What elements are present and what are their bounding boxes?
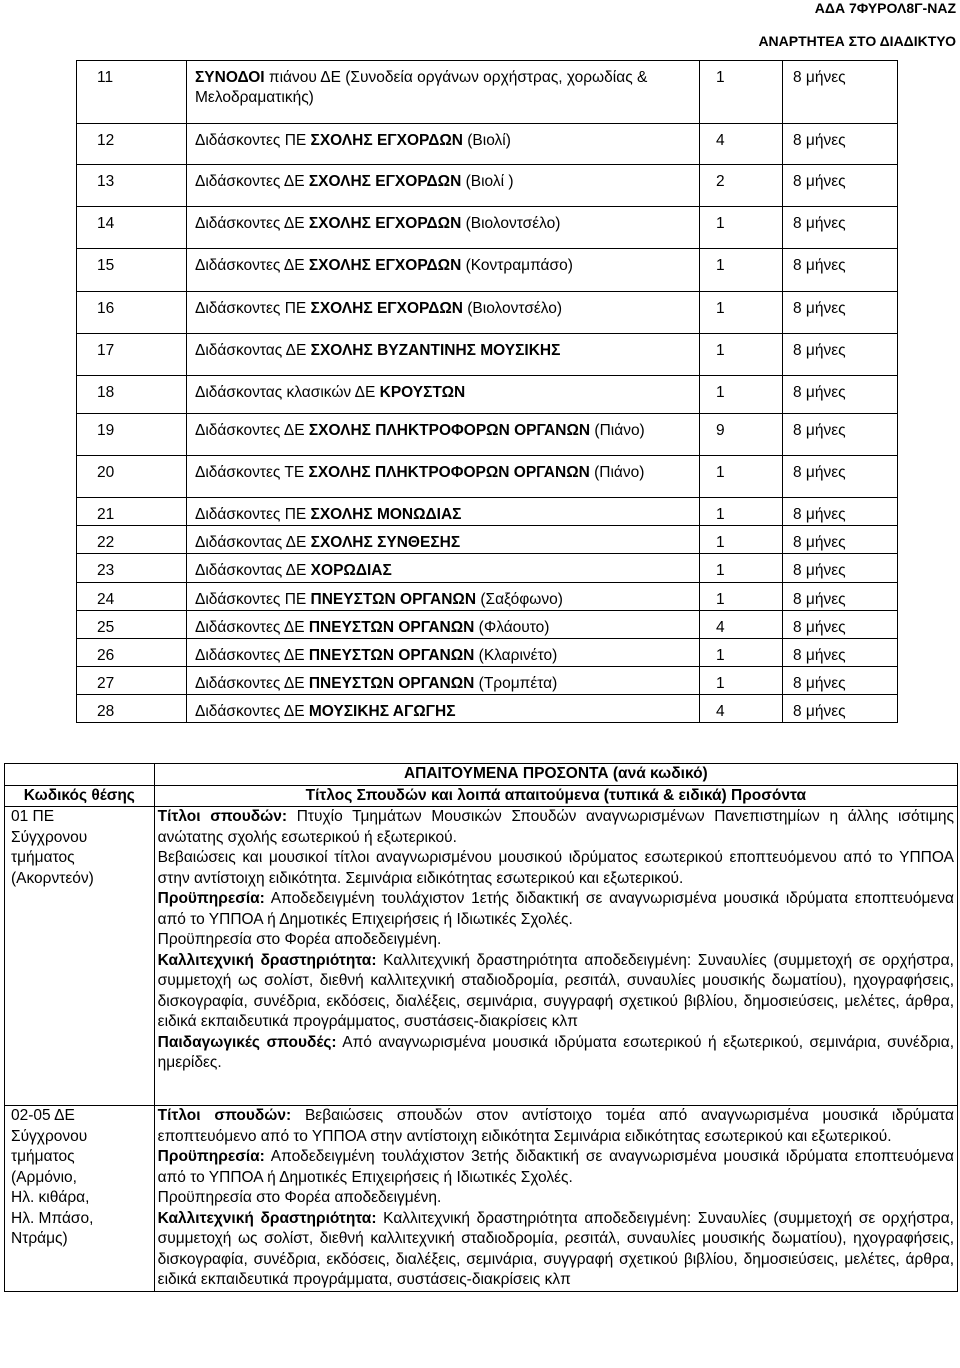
- position-description-text: (Φλάουτο): [474, 619, 550, 636]
- position-description: [187, 334, 700, 376]
- document-id-header: ΑΔΑ 7ΦΥΡΟΛ8Γ-ΝΑΖ: [814, 0, 956, 16]
- position-row: [77, 376, 898, 414]
- qualification-text: Βεβαιώσεις σπουδών στον αντίστοιχο τομέα από αναγνωρισμένα μουσικά ιδρύματα εποπτευόμενο από το ΥΠΠΟΑ στην αντίστοιχη ειδικότητα Σεμινάρια ειδικότητας εσωτερικού και εξωτερικού.: [157, 1107, 954, 1145]
- position-description-bold: ΠΝΕΥΣΤΩΝ ΟΡΓΑΝΩΝ: [308, 675, 475, 692]
- positions-table: [76, 60, 898, 723]
- position-description-text: Διδάσκοντες ΔΕ: [195, 675, 309, 692]
- position-description: [187, 554, 700, 583]
- qualification-paragraph: [158, 930, 954, 951]
- position-description-text: Διδάσκοντες ΔΕ: [195, 619, 309, 636]
- position-description: [187, 124, 700, 165]
- qualification-text: Από αναγνωρισμένα μουσικά ιδρύματα εσωτερικού ή εξωτερικού, σεμινάρια, συνέδρια, ημερίδες.: [157, 1033, 954, 1071]
- position-number: 23: [77, 554, 187, 583]
- column-header-qualifications: Τίτλος Σπουδών και λοιπά απαιτούμενα (τυπικά & ειδικά) Προσόντα: [154, 785, 957, 807]
- position-row: [77, 292, 898, 334]
- qualification-label: Τίτλοι σπουδών:: [157, 1107, 292, 1124]
- position-description-bold: ΣΧΟΛΗΣ ΕΓΧΟΡΔΩΝ: [310, 132, 463, 149]
- position-count: 4: [700, 124, 783, 165]
- position-description-text: Διδάσκοντας ΔΕ: [195, 534, 311, 551]
- position-description-text: (Βιολοντσέλο): [462, 300, 563, 317]
- position-count: 1: [700, 639, 783, 667]
- publication-notice-header: ΑΝΑΡΤΗΤΕΑ ΣΤΟ ΔΙΑΔΙΚΤΥΟ: [758, 33, 956, 49]
- position-duration: 8 μήνες: [783, 456, 898, 498]
- position-row: [77, 61, 898, 124]
- position-row: [77, 667, 898, 695]
- position-code-line: Σύγχρονου: [11, 1127, 88, 1145]
- qualification-text: Βεβαιώσεις και μουσικοί τίτλοι αναγνωρισμένου μουσικού ιδρύματος εσωτερικού εποπτευόμενου από το ΥΠΠΟΑ στην αντίστοιχη ειδικότητα. Σεμινάρια ειδικότητας εσωτερικού και εξωτερικού.: [157, 849, 954, 887]
- position-count: 4: [700, 611, 783, 639]
- position-duration: 8 μήνες: [783, 526, 898, 554]
- requirements-header-row: [5, 785, 958, 807]
- qualification-paragraph: [158, 1209, 954, 1291]
- position-description-bold: ΠΝΕΥΣΤΩΝ ΟΡΓΑΝΩΝ: [310, 591, 477, 608]
- position-description: [187, 695, 700, 723]
- position-count: 1: [700, 334, 783, 376]
- position-description-bold: ΜΟΥΣΙΚΗΣ ΑΓΩΓΗΣ: [308, 703, 456, 720]
- position-duration: 8 μήνες: [783, 124, 898, 165]
- position-count: 1: [700, 526, 783, 554]
- position-description-bold: ΧΟΡΩΔΙΑΣ: [310, 562, 392, 579]
- position-description-text: (Πιάνο): [589, 464, 645, 481]
- position-description-bold: ΚΡΟΥΣΤΩΝ: [379, 384, 466, 401]
- position-duration: 8 μήνες: [783, 61, 898, 124]
- position-description-bold: ΣΥΝΟΔΟΙ: [195, 69, 265, 86]
- position-row: [77, 414, 898, 456]
- position-description: [187, 639, 700, 667]
- requirements-title-blank-cell: [5, 764, 155, 786]
- qualification-text: Αποδεδειγμένη τουλάχιστον 3ετής διδακτική σε αναγνωρισμένα μουσικά ιδρύματα εποπτευόμενα από το ΥΠΠΟΑ ή Δημοτικές Επιχειρήσεις ή Ιδιωτικές Σχολές.: [157, 1148, 954, 1186]
- position-number: 14: [77, 207, 187, 249]
- position-row: [77, 334, 898, 376]
- position-description-text: Διδάσκοντας κλασικών ΔΕ: [195, 384, 380, 401]
- requirements-table: [4, 763, 958, 1292]
- position-number: 12: [77, 124, 187, 165]
- position-number: 18: [77, 376, 187, 414]
- position-description-text: (Τρομπέτα): [474, 675, 558, 692]
- position-description-text: Διδάσκοντες ΠΕ: [195, 506, 311, 523]
- position-code-line: 01 ΠΕ: [11, 808, 55, 825]
- position-duration: 8 μήνες: [783, 639, 898, 667]
- qualification-text: Προϋπηρεσία στο Φορέα αποδεδειγμένη.: [157, 931, 442, 948]
- position-description: [187, 611, 700, 639]
- position-row: [77, 456, 898, 498]
- position-description-bold: ΣΧΟΛΗΣ ΠΛΗΚΤΡΟΦΟΡΩΝ ΟΡΓΑΝΩΝ: [308, 422, 591, 439]
- position-code-line: τμήματος: [11, 849, 75, 866]
- position-description-text: Διδάσκοντες ΔΕ: [195, 173, 309, 190]
- position-description-text: (Κλαρινέτο): [474, 647, 558, 664]
- position-description-bold: ΠΝΕΥΣΤΩΝ ΟΡΓΑΝΩΝ: [308, 619, 475, 636]
- position-description-text: (Σαξόφωνο): [476, 591, 563, 608]
- position-duration: 8 μήνες: [783, 249, 898, 292]
- position-duration: 8 μήνες: [783, 414, 898, 456]
- position-number: 28: [77, 695, 187, 723]
- position-description-text: (Βιολί): [462, 132, 511, 149]
- qualification-text: Καλλιτεχνική δραστηριότητα αποδεδειγμένη: Συναυλίες (συμμετοχή σε ορχήστρα, συμμετοχή ως σολίστ, διεθνή καλλιτεχνική σταδιοδρομία, ρεσιτάλ, συναυλίες μουσικής δωματίου), ηχογραφήσεις, δισκογραφία, συνέδρια, εκδόσεις, διαλέξεις, σεμινάρια, συγγραφή σχετικού βιβλίου, δημοσιεύσεις, μελέτες, άρθρα, ειδικά εκπαιδευτικά προγράμματα, συστάσεις-διακρίσεις κλπ: [157, 1209, 954, 1288]
- qualification-paragraph: [158, 889, 954, 930]
- requirement-row: [5, 807, 958, 1106]
- position-description-text: Διδάσκοντες ΔΕ: [195, 703, 309, 720]
- position-number: 17: [77, 334, 187, 376]
- position-description-text: Διδάσκοντας ΔΕ: [195, 342, 311, 359]
- position-code-line: (Ακορντεόν): [11, 869, 94, 887]
- position-description-text: (Βιολοντσέλο): [461, 215, 561, 232]
- position-description-bold: ΣΧΟΛΗΣ ΣΥΝΘΕΣΗΣ: [310, 534, 461, 551]
- position-row: [77, 526, 898, 554]
- requirements-table-body: [5, 764, 958, 1292]
- requirements-title: ΑΠΑΙΤΟΥΜΕΝΑ ΠΡΟΣΟΝΤΑ (ανά κωδικό): [154, 764, 957, 786]
- position-count: 1: [700, 667, 783, 695]
- position-duration: 8 μήνες: [783, 583, 898, 611]
- position-duration: 8 μήνες: [783, 498, 898, 526]
- position-row: [77, 498, 898, 526]
- qualification-paragraph: [158, 951, 954, 1033]
- position-description: [187, 61, 700, 124]
- position-row: [77, 249, 898, 292]
- position-description-text: πιάνου ΔΕ (Συνοδεία οργάνων ορχήστρας, χορωδίας & Μελοδραματικής): [195, 69, 648, 106]
- position-number: 22: [77, 526, 187, 554]
- position-row: [77, 583, 898, 611]
- position-code-line: (Αρμόνιο,: [11, 1168, 77, 1186]
- position-code-line: Ηλ. κιθάρα,: [11, 1189, 90, 1206]
- position-duration: 8 μήνες: [783, 165, 898, 207]
- position-description-text: Διδάσκοντες ΤΕ: [195, 464, 309, 481]
- qualification-label: Καλλιτεχνική δραστηριότητα:: [157, 951, 377, 969]
- position-duration: 8 μήνες: [783, 292, 898, 334]
- qualifications-cell: [154, 1106, 957, 1292]
- position-description-text: Διδάσκοντες ΠΕ: [195, 591, 311, 608]
- qualification-paragraph: [158, 807, 954, 848]
- qualification-label: Παιδαγωγικές σπουδές:: [157, 1033, 337, 1051]
- position-description-bold: ΣΧΟΛΗΣ ΜΟΝΩΔΙΑΣ: [310, 506, 462, 523]
- qualification-paragraph: [158, 1033, 954, 1074]
- position-number: 19: [77, 414, 187, 456]
- position-description: [187, 207, 700, 249]
- position-description-bold: ΣΧΟΛΗΣ ΒΥΖΑΝΤΙΝΗΣ ΜΟΥΣΙΚΗΣ: [310, 342, 561, 359]
- position-number: 20: [77, 456, 187, 498]
- qualification-text: Καλλιτεχνική δραστηριότητα αποδεδειγμένη: Συναυλίες (συμμετοχή σε ορχήστρα, συμμετοχή ως σολίστ, διεθνή καλλιτεχνική σταδιοδρομία, ρεσιτάλ, συναυλίες μουσικής δωματίου), ηχογραφήσεις, δισκογραφία, συνέδρια, εκδόσεις, διαλέξεις, σεμινάρια, συγγραφή σχετικού βιβλίου, δημοσιεύσεις, μελέτες, άρθρα, ειδικά εκπαιδευτικά προγράμματος, συστάσεις-διακρίσεις κλπ: [157, 951, 954, 1030]
- position-description: [187, 414, 700, 456]
- position-count: 1: [700, 456, 783, 498]
- position-description-text: (Κοντραμπάσο): [461, 257, 573, 274]
- code-cell-spacer: [11, 889, 151, 1105]
- position-duration: 8 μήνες: [783, 207, 898, 249]
- position-description-text: Διδάσκοντες ΠΕ: [195, 300, 311, 317]
- position-count: 4: [700, 695, 783, 723]
- position-duration: 8 μήνες: [783, 554, 898, 583]
- qualification-paragraph: [158, 1188, 954, 1209]
- position-number: 27: [77, 667, 187, 695]
- qualification-label: Τίτλοι σπουδών:: [157, 808, 288, 825]
- position-count: 1: [700, 376, 783, 414]
- position-code-cell: [5, 1106, 155, 1292]
- position-row: [77, 695, 898, 723]
- qualification-paragraph: [158, 848, 954, 889]
- position-description: [187, 249, 700, 292]
- position-description: [187, 456, 700, 498]
- position-number: 13: [77, 165, 187, 207]
- position-count: 1: [700, 554, 783, 583]
- position-code-line: Ηλ. Μπάσο,: [11, 1209, 94, 1227]
- position-count: 9: [700, 414, 783, 456]
- position-description: [187, 376, 700, 414]
- position-duration: 8 μήνες: [783, 376, 898, 414]
- position-description-bold: ΣΧΟΛΗΣ ΠΛΗΚΤΡΟΦΟΡΩΝ ΟΡΓΑΝΩΝ: [308, 464, 590, 481]
- position-duration: 8 μήνες: [783, 611, 898, 639]
- position-count: 1: [700, 249, 783, 292]
- position-number: 21: [77, 498, 187, 526]
- position-description-text: Διδάσκοντες ΔΕ: [195, 215, 309, 232]
- position-duration: 8 μήνες: [783, 667, 898, 695]
- position-row: [77, 639, 898, 667]
- position-number: 25: [77, 611, 187, 639]
- position-count: 2: [700, 165, 783, 207]
- position-description: [187, 667, 700, 695]
- position-code-line: 02-05 ΔΕ: [11, 1107, 75, 1124]
- position-code-line: Ντράμς): [11, 1230, 68, 1247]
- position-count: 1: [700, 583, 783, 611]
- position-description: [187, 498, 700, 526]
- position-duration: 8 μήνες: [783, 334, 898, 376]
- qualification-text: Αποδεδειγμένη τουλάχιστον 1ετής διδακτική σε αναγνωρισμένα μουσικά ιδρύματα εποπτευόμενα από το ΥΠΠΟΑ ή Δημοτικές Επιχειρήσεις ή Ιδιωτικές Σχολές.: [157, 890, 954, 928]
- position-number: 24: [77, 583, 187, 611]
- qualification-label: Προϋπηρεσία:: [157, 890, 265, 907]
- position-row: [77, 165, 898, 207]
- position-count: 1: [700, 207, 783, 249]
- qualification-paragraph: [158, 1147, 954, 1188]
- position-count: 1: [700, 61, 783, 124]
- position-description-bold: ΣΧΟΛΗΣ ΕΓΧΟΡΔΩΝ: [310, 300, 463, 317]
- position-description-bold: ΠΝΕΥΣΤΩΝ ΟΡΓΑΝΩΝ: [308, 647, 475, 664]
- position-description-bold: ΣΧΟΛΗΣ ΕΓΧΟΡΔΩΝ: [308, 173, 462, 190]
- position-duration: 8 μήνες: [783, 695, 898, 723]
- position-row: [77, 554, 898, 583]
- column-header-code: Κωδικός θέσης: [5, 785, 155, 807]
- positions-table-body: [77, 61, 898, 723]
- position-number: 26: [77, 639, 187, 667]
- qualification-paragraph: [158, 1106, 954, 1147]
- position-code-line: Σύγχρονου: [11, 828, 88, 846]
- qualification-text: Προϋπηρεσία στο Φορέα αποδεδειγμένη.: [157, 1189, 442, 1206]
- qualification-text: Πτυχίο Τμημάτων Μουσικών Σπουδών αναγνωρισμένων Πανεπιστημίων η άλλης ισότιμης ανώτατης σχολής εσωτερικού ή εξωτερικού.: [157, 808, 954, 846]
- position-description-text: (Βιολί ): [461, 173, 514, 190]
- position-row: [77, 124, 898, 165]
- position-description-bold: ΣΧΟΛΗΣ ΕΓΧΟΡΔΩΝ: [308, 215, 462, 232]
- position-number: 11: [77, 61, 187, 124]
- position-code-cell: [5, 807, 155, 1106]
- position-description-text: Διδάσκοντας ΔΕ: [195, 562, 311, 579]
- position-description: [187, 165, 700, 207]
- requirements-title-row: [5, 764, 958, 786]
- position-description-text: (Πιάνο): [590, 422, 645, 439]
- position-number: 16: [77, 292, 187, 334]
- requirement-row: [5, 1106, 958, 1292]
- position-count: 1: [700, 292, 783, 334]
- position-description-text: Διδάσκοντες ΔΕ: [195, 647, 309, 664]
- position-code-line: τμήματος: [11, 1148, 75, 1165]
- position-description: [187, 583, 700, 611]
- position-description-text: Διδάσκοντες ΔΕ: [195, 422, 309, 439]
- position-description: [187, 526, 700, 554]
- position-row: [77, 207, 898, 249]
- position-description-text: Διδάσκοντες ΠΕ: [195, 132, 311, 149]
- position-number: 15: [77, 249, 187, 292]
- position-row: [77, 611, 898, 639]
- qualification-label: Προϋπηρεσία:: [157, 1148, 265, 1165]
- qualifications-cell: [154, 807, 957, 1106]
- position-description: [187, 292, 700, 334]
- qualification-label: Καλλιτεχνική δραστηριότητα:: [157, 1209, 377, 1227]
- position-count: 1: [700, 498, 783, 526]
- position-description-bold: ΣΧΟΛΗΣ ΕΓΧΟΡΔΩΝ: [308, 257, 462, 274]
- position-description-text: Διδάσκοντες ΔΕ: [195, 257, 309, 274]
